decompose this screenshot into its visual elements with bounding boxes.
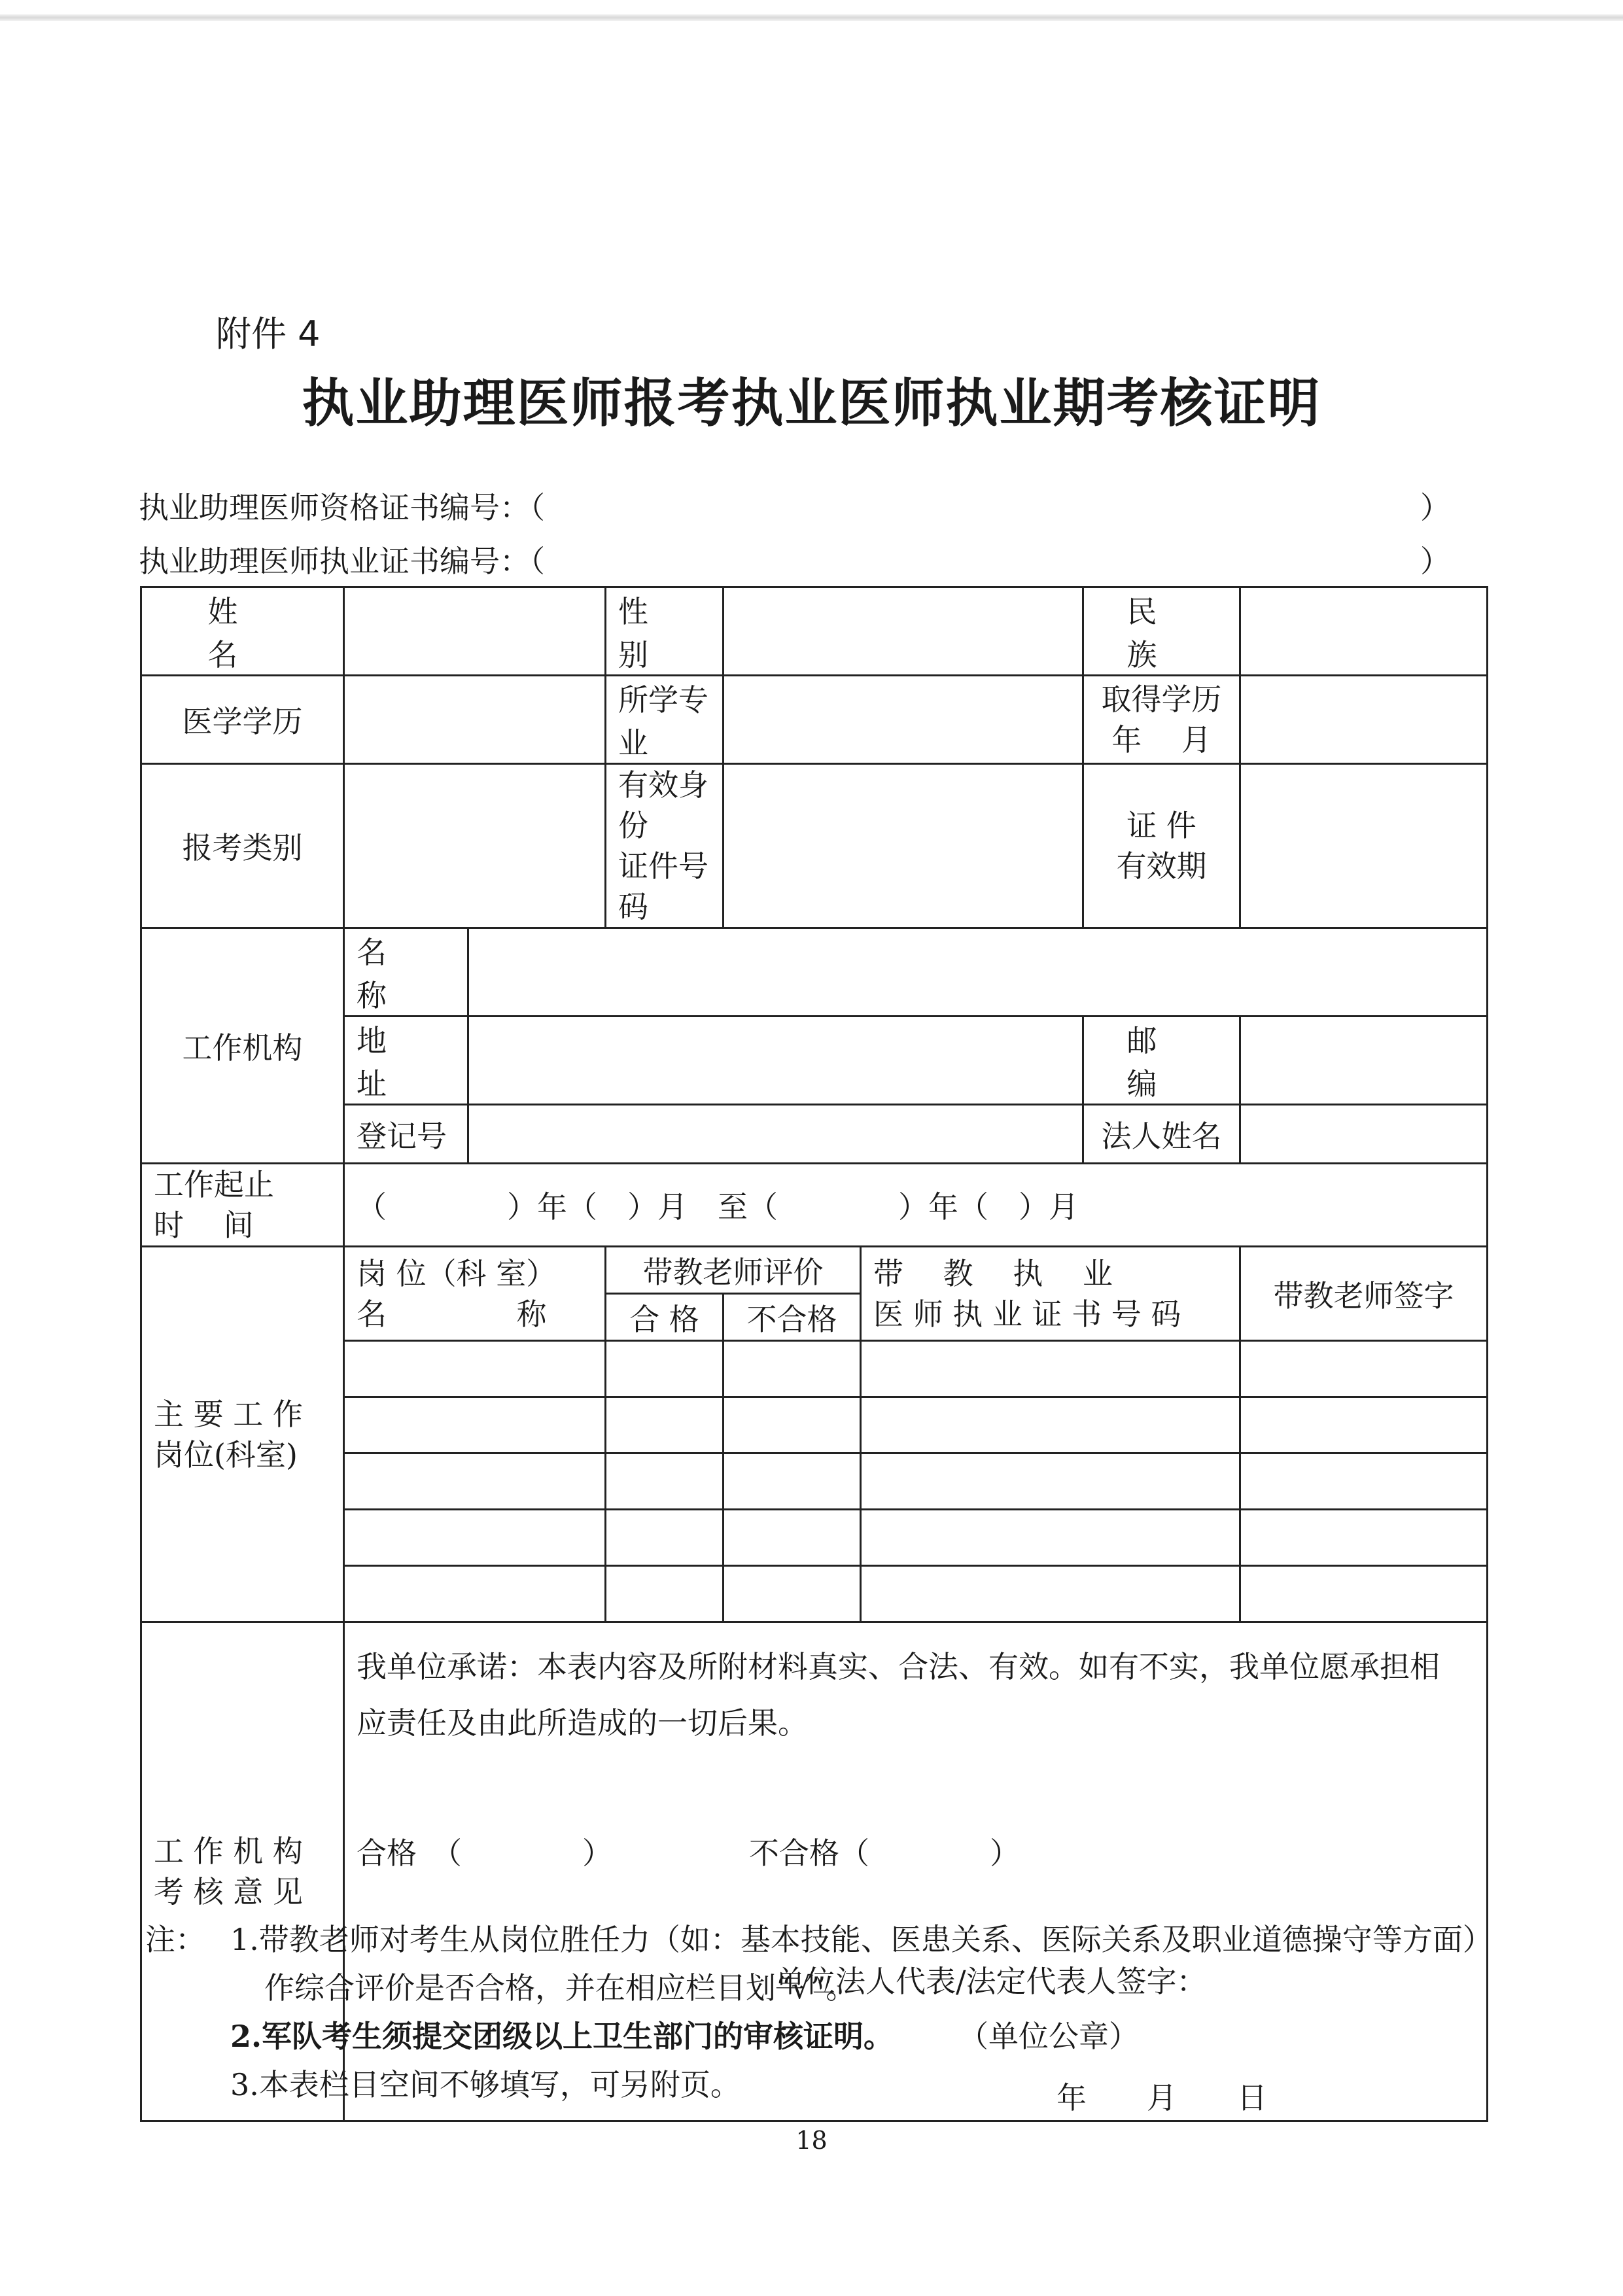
institution-address-value[interactable] [468, 1017, 1083, 1105]
degree-date-label-2: 年 月 [1111, 722, 1212, 757]
posts-label [141, 1247, 344, 1622]
signature-label: 单位法人代表/法定代表人签字： [775, 1964, 1207, 1999]
pledge-text: 我单位承诺：本表内容及所附材料真实、合法、有效。如有不实，我单位愿承担相应责任及由此所造成的一切后果。 [357, 1649, 1440, 1741]
period-label-2: 时 间 [154, 1208, 254, 1243]
period-value[interactable]: （ ）年（ ）月 至（ ）年（ ）月 [344, 1164, 1488, 1247]
id-number-label-1: 有效身份 [618, 767, 708, 843]
col-cert-header-2: 医 师 执 业 证 书 号 码 [873, 1296, 1181, 1332]
page-number: 18 [795, 2126, 828, 2155]
gender-value[interactable] [724, 587, 1083, 676]
note-3: 3.本表栏目空间不够填写，可另附页。 [230, 2067, 741, 2102]
col-fail-header: 不合格 [724, 1294, 861, 1341]
notes-label: 注： [145, 1922, 205, 1957]
gender-label: 性 别 [606, 587, 724, 676]
review-pass[interactable]: 合格 （ ） [357, 1835, 612, 1871]
col-cert-header [861, 1247, 1240, 1341]
review-label-2: 考 核 意 见 [154, 1874, 303, 1909]
col-eval-header: 带教老师评价 [606, 1247, 861, 1294]
col-post-header-2: 名 称 [357, 1296, 547, 1332]
post-name-cell[interactable] [344, 1566, 606, 1622]
institution-name-label: 名 称 [344, 928, 468, 1017]
id-number-label-2: 证件号码 [618, 848, 708, 924]
note-1-row [145, 1915, 1486, 2012]
review-fail[interactable]: 不合格（ ） [749, 1835, 1020, 1871]
post-cert-cell[interactable] [861, 1566, 1240, 1622]
note-3-row [145, 2061, 1486, 2109]
post-fail-cell[interactable] [724, 1510, 861, 1566]
period-label [141, 1164, 344, 1247]
form-title: 执业助理医师报考执业医师执业期考核证明 [302, 373, 1321, 434]
note-1: 1.带教老师对考生从岗位胜任力（如：基本技能、医患关系、医际关系及职业道德操守等方面）作综合评价是否合格，并在相应栏目划“√”。 [230, 1922, 1478, 2006]
postcode-value[interactable] [1240, 1017, 1488, 1105]
seal-label: （单位公章） [958, 2019, 1139, 2054]
form-table [140, 586, 1488, 2122]
qualification-cert-label: 执业助理医师资格证书编号：（ [139, 490, 545, 525]
qualification-cert-line [139, 484, 1450, 527]
education-value[interactable] [344, 676, 606, 764]
exam-category-value[interactable] [344, 764, 606, 928]
post-sign-cell[interactable] [1240, 1397, 1488, 1453]
post-cert-cell[interactable] [861, 1341, 1240, 1397]
posts-label-1: 主 要 工 作 [154, 1396, 303, 1432]
id-number-value[interactable] [724, 764, 1083, 928]
notes-section [145, 1915, 1486, 2109]
practice-cert-label: 执业助理医师执业证书编号：（ [139, 544, 545, 579]
post-pass-cell[interactable] [606, 1397, 724, 1453]
post-pass-cell[interactable] [606, 1341, 724, 1397]
col-pass-header: 合 格 [606, 1294, 724, 1341]
institution-label: 工作机构 [141, 928, 344, 1164]
col-post-header-1: 岗 位（科 室） [357, 1255, 557, 1291]
post-name-cell[interactable] [344, 1341, 606, 1397]
note-2: 2.军队考生须提交团级以上卫生部门的审核证明。 [230, 2019, 894, 2054]
institution-address-label: 地 址 [344, 1017, 468, 1105]
degree-date-value[interactable] [1240, 676, 1488, 764]
name-value[interactable] [344, 587, 606, 676]
period-label-1: 工作起止 [154, 1167, 274, 1202]
post-fail-cell[interactable] [724, 1341, 861, 1397]
post-cert-cell[interactable] [861, 1453, 1240, 1510]
col-sign-header: 带教老师签字 [1240, 1247, 1488, 1341]
legal-name-value[interactable] [1240, 1105, 1488, 1164]
col-post-header [344, 1247, 606, 1341]
name-label: 姓 名 [141, 587, 344, 676]
major-label: 所学专业 [606, 676, 724, 764]
post-name-cell[interactable] [344, 1397, 606, 1453]
degree-date-label [1083, 676, 1240, 764]
col-cert-header-1: 带 教 执 业 [873, 1255, 1113, 1291]
practice-cert-line [139, 538, 1450, 581]
review-label-1: 工 作 机 构 [154, 1834, 303, 1869]
post-name-cell[interactable] [344, 1453, 606, 1510]
review-date: 年 月 日 [1056, 2080, 1267, 2115]
post-sign-cell[interactable] [1240, 1453, 1488, 1510]
scan-top-edge [0, 14, 1623, 21]
ethnicity-value[interactable] [1240, 587, 1488, 676]
id-valid-label [1083, 764, 1240, 928]
legal-name-label: 法人姓名 [1083, 1105, 1240, 1164]
major-value[interactable] [724, 676, 1083, 764]
id-valid-value[interactable] [1240, 764, 1488, 928]
attachment-label: 附件 4 [216, 313, 321, 355]
post-sign-cell[interactable] [1240, 1341, 1488, 1397]
post-pass-cell[interactable] [606, 1453, 724, 1510]
post-cert-cell[interactable] [861, 1397, 1240, 1453]
assessment-form [140, 586, 1486, 2122]
note-2-row [145, 2012, 1486, 2061]
post-sign-cell[interactable] [1240, 1510, 1488, 1566]
posts-label-2: 岗位(科室) [154, 1436, 298, 1472]
id-valid-label-1: 证 件 [1126, 808, 1196, 843]
reg-no-value[interactable] [468, 1105, 1083, 1164]
post-fail-cell[interactable] [724, 1397, 861, 1453]
ethnicity-label: 民 族 [1083, 587, 1240, 676]
post-pass-cell[interactable] [606, 1510, 724, 1566]
post-cert-cell[interactable] [861, 1510, 1240, 1566]
post-name-cell[interactable] [344, 1510, 606, 1566]
institution-name-value[interactable] [468, 928, 1488, 1017]
post-sign-cell[interactable] [1240, 1566, 1488, 1622]
id-number-label [606, 764, 724, 928]
post-fail-cell[interactable] [724, 1566, 861, 1622]
post-fail-cell[interactable] [724, 1453, 861, 1510]
education-label: 医学学历 [141, 676, 344, 764]
practice-cert-close: ） [1420, 544, 1450, 579]
exam-category-label: 报考类别 [141, 764, 344, 928]
qualification-cert-close: ） [1420, 490, 1450, 525]
post-pass-cell[interactable] [606, 1566, 724, 1622]
degree-date-label-1: 取得学历 [1101, 682, 1222, 717]
postcode-label: 邮 编 [1083, 1017, 1240, 1105]
reg-no-label: 登记号 [344, 1105, 468, 1164]
id-valid-label-2: 有效期 [1116, 848, 1207, 884]
